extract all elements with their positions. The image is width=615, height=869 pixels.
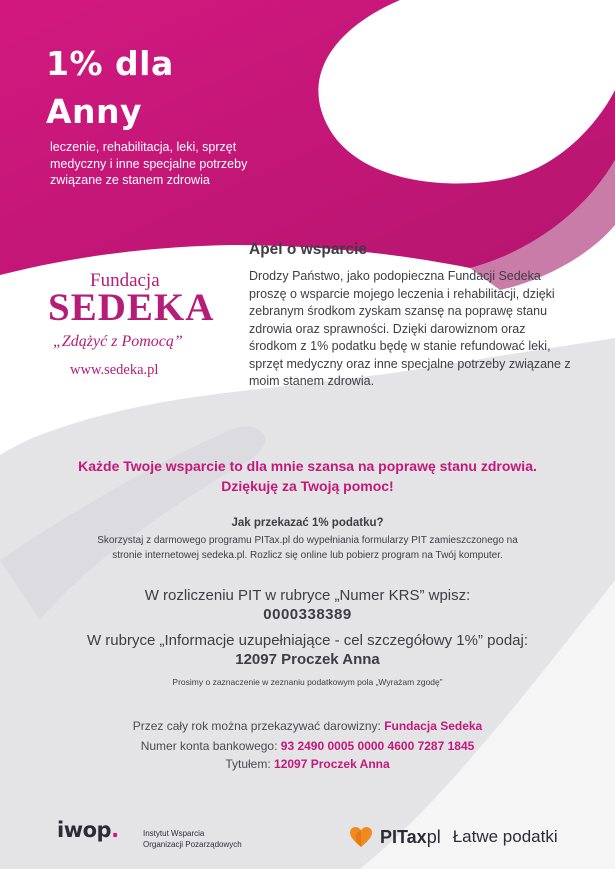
pitax-brand: PITax [380, 826, 427, 847]
pitax-heart-icon [348, 824, 374, 850]
foundation-logo: SEDEKA [48, 286, 215, 329]
foundation-word: Fundacja [90, 270, 160, 291]
foundation-url-link[interactable]: www.sedeka.pl [70, 362, 159, 378]
howto-line1: Skorzystaj z darmowego programu PITax.pl do wypełniania formularzy PIT zamieszczonego na [97, 535, 518, 546]
iwop-description [143, 828, 242, 850]
foundation-motto: „Zdążyć z Pomocą” [53, 333, 183, 350]
info-label: W rubryce „Informacje uzupełniające - cel szczegółowy 1%” podaj: [86, 632, 529, 649]
howto-title: Jak przekazać 1% podatku? [231, 517, 384, 529]
consent-note: Prosimy o zaznaczenie w zeznaniu podatkowym pola „Wyrażam zgodę” [172, 677, 443, 687]
appeal-body: Drodzy Państwo, jako podopieczna Fundacji Sedeka proszę o wsparcie mojego leczenia i rehabilitacji, dzięki zebranym środkom zyskam szansę na poprawę stanu zdrowia oraz sprawności. Dzięki darowiznom oraz środkom z 1% podatku będę w stanie refundować leki, sprzęt medyczny oraz inne specjalne potrzeby związane z moim stanem zdrowia. [249, 269, 571, 388]
pitax-wordmark [380, 827, 441, 848]
title-label: Tytułem: [225, 757, 271, 771]
appeal-title: Apel o wsparcie [249, 241, 368, 258]
donation-line1 [0, 719, 615, 733]
pitax-logo [348, 822, 558, 852]
donation-line2 [0, 739, 615, 753]
slogan-line2: Dziękuję za Twoją pomoc! [221, 478, 394, 494]
krs-label: W rozliczeniu PIT w rubryce „Numer KRS” wpisz: [144, 587, 471, 604]
hero-subtitle: leczenie, rehabilitacja, leki, sprzęt medyczny i inne specjalne potrzeby związane ze stanem zdrowia [50, 140, 248, 187]
title-value: 12097 Proczek Anna [274, 757, 390, 771]
iwop-logo-dot: . [111, 818, 119, 842]
bank-account-number: 93 2490 0005 0000 4600 7287 1845 [280, 739, 475, 753]
howto-line2: stronie internetowej sedeka.pl. Rozlicz się online lub pobierz program na Twój komputer. [112, 550, 503, 561]
bank-account-label: Numer konta bankowego: [140, 739, 278, 753]
iwop-logo [57, 818, 119, 842]
howto-body [0, 533, 615, 563]
hero-title-line2: Anny [46, 92, 143, 131]
info-value: 12097 Proczek Anna [235, 651, 380, 668]
donation-line3 [0, 757, 615, 771]
pitax-suffix: pl [426, 826, 441, 847]
iwop-logo-text: iwop [57, 818, 112, 842]
slogan-line1: Każde Twoje wsparcie to dla mnie szansa na poprawę stanu zdrowia. [78, 458, 537, 474]
donation-label: Przez cały rok można przekazywać darowizny: [132, 719, 381, 733]
slogan [0, 456, 615, 496]
pitax-slogan: Łatwe podatki [452, 827, 558, 846]
hero-title [46, 40, 174, 136]
donation-recipient: Fundacja Sedeka [384, 719, 483, 733]
iwop-line2: Organizacji Pozarządowych [143, 840, 242, 849]
iwop-line1: Instytut Wsparcia [143, 829, 205, 838]
krs-number: 0000338389 [263, 606, 352, 623]
hero-title-line1: 1% dla [46, 44, 174, 83]
